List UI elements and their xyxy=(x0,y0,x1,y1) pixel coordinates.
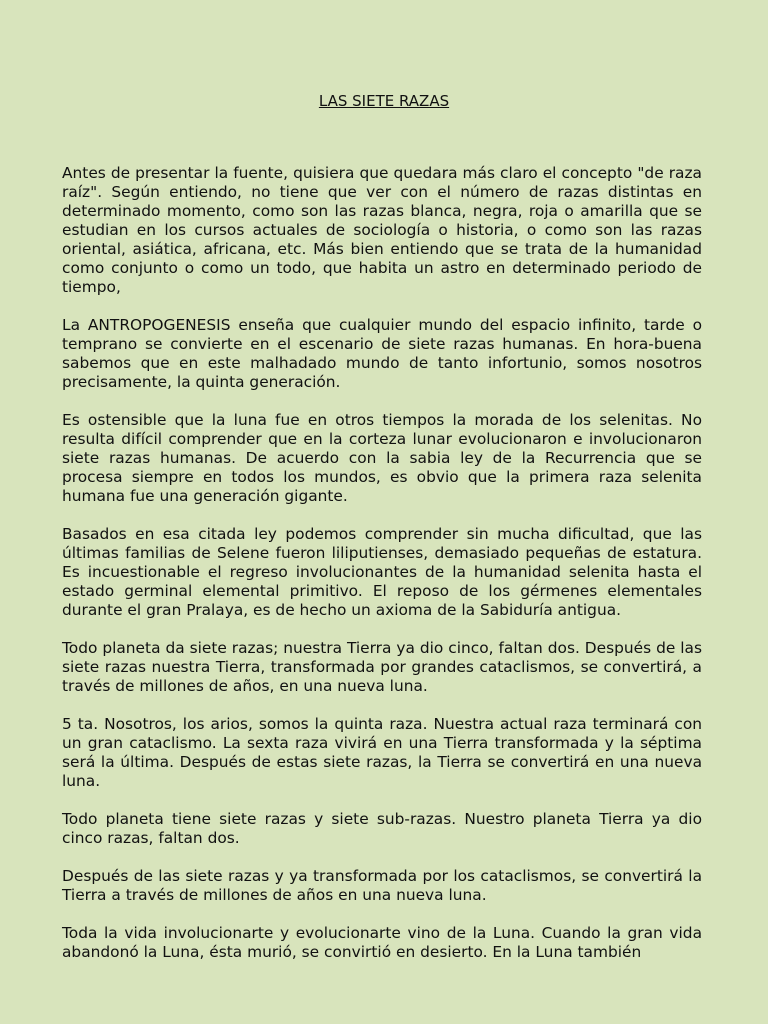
paragraph-4: Basados en esa citada ley podemos comprender sin mucha dificultad, que las últimas familias de Selene fueron liliputienses, demasiado pequeñas de estatura. Es incuestionable el regreso involucionantes de la humanidad selenita hasta el estado germinal elemental primitivo. El reposo de los gérmenes elementales durante el gran Pralaya, es de hecho un axioma de la Sabiduría antigua. xyxy=(62,525,702,619)
paragraph-6: 5 ta. Nosotros, los arios, somos la quinta raza. Nuestra actual raza terminará con un gran cataclismo. La sexta raza vivirá en una Tierra transformada y la séptima será la última. Después de estas siete razas, la Tierra se convertirá en una nueva luna. xyxy=(62,715,702,790)
paragraph-2: La ANTROPOGENESIS enseña que cualquier mundo del espacio infinito, tarde o temprano se convierte en el escenario de siete razas humanas. En hora-buena sabemos que en este malhadado mundo de tanto infortunio, somos nosotros precisamente, la quinta generación. xyxy=(62,316,702,391)
paragraph-1: Antes de presentar la fuente, quisiera que quedara más claro el concepto "de raza raíz". Según entiendo, no tiene que ver con el número de razas distintas en determinado momento, como son las razas blanca, negra, roja o amarilla que se estudian en los cursos actuales de sociología o historia, o como son las razas oriental, asiática, africana, etc. Más bien entiendo que se trata de la humanidad como conjunto o como un todo, que habita un astro en determinado periodo de tiempo, xyxy=(62,164,702,296)
paragraph-7: Todo planeta tiene siete razas y siete sub-razas. Nuestro planeta Tierra ya dio cinco razas, faltan dos. xyxy=(62,810,702,847)
document-title: LAS SIETE RAZAS xyxy=(318,92,450,110)
paragraph-8: Después de las siete razas y ya transformada por los cataclismos, se convertirá la Tierra a través de millones de años en una nueva luna. xyxy=(62,867,702,904)
document-body xyxy=(62,164,702,981)
paragraph-5: Todo planeta da siete razas; nuestra Tierra ya dio cinco, faltan dos. Después de las siete razas nuestra Tierra, transformada por grandes cataclismos, se convertirá, a través de millones de años, en una nueva luna. xyxy=(62,639,702,695)
paragraph-9: Toda la vida involucionarte y evolucionarte vino de la Luna. Cuando la gran vida abandonó la Luna, ésta murió, se convirtió en desierto. En la Luna también xyxy=(62,924,702,961)
paragraph-3: Es ostensible que la luna fue en otros tiempos la morada de los selenitas. No resulta difícil comprender que en la corteza lunar evolucionaron e involucionaron siete razas humanas. De acuerdo con la sabia ley de la Recurrencia que se procesa siempre en todos los mundos, es obvio que la primera raza selenita humana fue una generación gigante. xyxy=(62,411,702,505)
